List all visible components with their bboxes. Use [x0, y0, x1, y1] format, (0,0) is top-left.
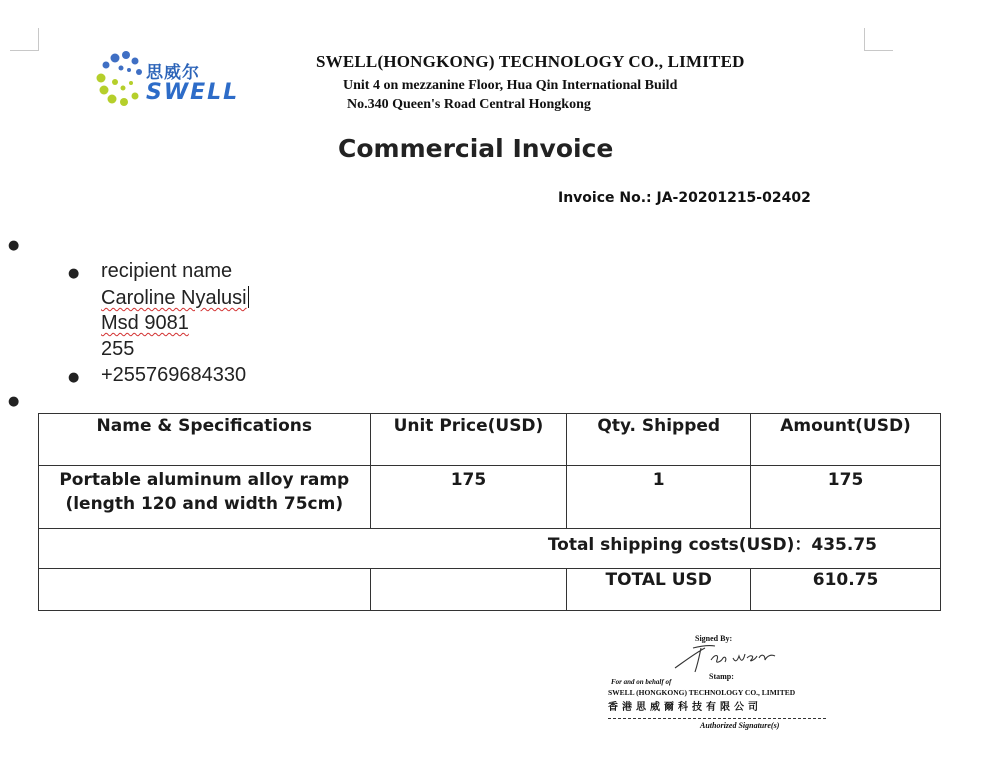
company-address-line1: Unit 4 on mezzanine Floor, Hua Qin International Build [343, 78, 678, 93]
authorized-signature-label: Authorized Signature(s) [700, 721, 780, 730]
shipping-cell [39, 529, 941, 569]
recipient-line3: 255 [101, 338, 135, 360]
header-qty-shipped: Qty. Shipped [567, 414, 751, 466]
item-name-cell [39, 466, 371, 529]
table-row [39, 466, 941, 529]
item-name-line2: (length 120 and width 75cm) [65, 494, 344, 514]
recipient-phone: +255769684330 [101, 364, 247, 386]
bullet-icon: ● [8, 394, 20, 409]
text-cursor [248, 286, 249, 308]
signature-stamp-block [605, 630, 835, 740]
logo-chinese-text: 思威尔 [146, 63, 200, 83]
recipient-name[interactable] [101, 286, 249, 310]
company-name: SWELL(HONGKONG) TECHNOLOGY CO., LIMITED [316, 52, 745, 71]
invoice-number: Invoice No.: JA-20201215-02402 [558, 190, 811, 206]
on-behalf-text: For and on behalf of [611, 678, 672, 686]
table-header-row [39, 414, 941, 466]
document-title: Commercial Invoice [338, 134, 614, 163]
stamp-company-name: SWELL (HONGKONG) TECHNOLOGY CO., LIMITED [608, 688, 796, 697]
item-qty: 1 [567, 466, 751, 529]
page-corner-mark [864, 28, 893, 51]
header-name-spec: Name & Specifications [39, 414, 371, 466]
invoice-table [38, 413, 941, 611]
recipient-name-text[interactable]: Caroline Nyalusi [101, 287, 247, 309]
empty-cell [370, 569, 567, 611]
item-name-line1: Portable aluminum alloy ramp [59, 470, 350, 490]
bullet-icon: ● [68, 370, 80, 385]
total-value: 610.75 [751, 569, 941, 611]
signed-by-label: Signed By: [695, 634, 733, 643]
item-unit-price: 175 [370, 466, 567, 529]
page-corner-mark [10, 28, 39, 51]
shipping-row [39, 529, 941, 569]
handwritten-signature-icon [671, 636, 781, 676]
total-row [39, 569, 941, 611]
item-amount: 175 [751, 466, 941, 529]
stamp-label: Stamp: [709, 672, 734, 681]
logo-wordmark: SWELL [146, 80, 240, 105]
bullet-icon: ● [8, 238, 20, 253]
recipient-line2 [101, 312, 189, 335]
shipping-total: Total shipping costs(USD)：435.75 [547, 535, 877, 555]
bullet-icon: ● [68, 266, 80, 281]
total-label: TOTAL USD [567, 569, 751, 611]
recipient-line2-text: Msd 9081 [101, 312, 189, 334]
header-amount: Amount(USD) [751, 414, 941, 466]
header-unit-price: Unit Price(USD) [370, 414, 567, 466]
stamp-company-chinese: 香港思威爾科技有限公司 [608, 702, 762, 713]
recipient-label: recipient name [101, 260, 233, 282]
signature-line [608, 718, 826, 719]
company-address-line2: No.340 Queen's Road Central Hongkong [347, 97, 591, 112]
empty-cell [39, 569, 371, 611]
